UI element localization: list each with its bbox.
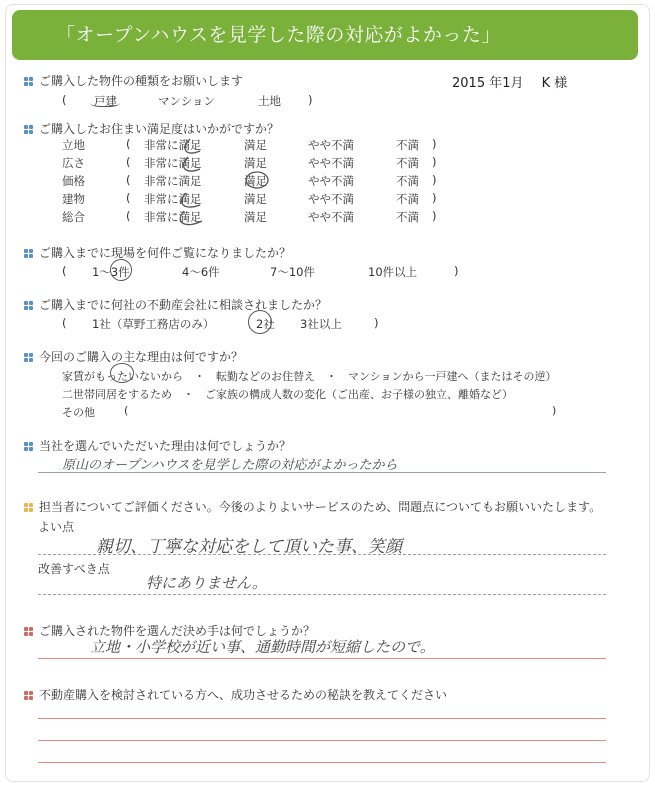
handwritten-circle-agencies bbox=[248, 310, 272, 334]
bullet-icon bbox=[24, 125, 36, 135]
satisfaction-row: 価格 ( 非常に満足 満足 やや不満 不満 ) bbox=[62, 173, 437, 188]
option-2-companies: 2社 bbox=[256, 317, 275, 331]
bullet-icon bbox=[24, 77, 36, 87]
question-satisfaction: ご購入したお住まい満足度はいかがですか？ bbox=[24, 120, 279, 137]
option-house: 戸建 bbox=[94, 94, 117, 108]
question-reason: 今回のご購入の主な理由は何ですか？ bbox=[24, 348, 243, 365]
answer-line bbox=[38, 718, 606, 719]
answer-line bbox=[38, 658, 606, 659]
answer-good-points: 親切、丁寧な対応をして頂いた事、笑顔 bbox=[96, 537, 402, 557]
satisfaction-row: 広さ ( 非常に満足 満足 やや不満 不満 ) bbox=[62, 155, 437, 170]
bullet-icon bbox=[24, 249, 36, 259]
handwritten-mark-house bbox=[90, 97, 120, 107]
answer-line bbox=[38, 594, 606, 595]
bullet-icon bbox=[24, 691, 36, 701]
option-1-company: 1社（草野工務店のみ） bbox=[92, 317, 215, 331]
option-4-6: 4～6件 bbox=[182, 265, 220, 279]
answer-improve-points: 特にありません。 bbox=[146, 574, 267, 592]
option-7-10: 7～10件 bbox=[270, 265, 315, 279]
satisfaction-row: 立地 ( 非常に満足 満足 やや不満 不満 ) bbox=[62, 137, 437, 152]
reason-options-line1: 家賃がもったいないから ・ 転勤などのお住替え ・ マンションから一戸建へ（またはその逆） bbox=[62, 370, 557, 383]
handwritten-satisfaction-checks bbox=[150, 135, 270, 230]
option-10plus: 10件以上 bbox=[368, 265, 418, 279]
handwritten-circle-reason bbox=[110, 363, 134, 383]
reason-options-line2: 二世帯同居をするため ・ ご家族の構成人数の変化（ご出産、お子様の独立、離婚など） bbox=[62, 388, 513, 401]
customer-name: K 様 bbox=[541, 76, 568, 91]
answer-line bbox=[38, 740, 606, 741]
bullet-icon bbox=[24, 353, 36, 363]
satisfaction-row: 総合 ( 非常に満足 満足 やや不満 不満 ) bbox=[62, 209, 437, 224]
option-1-3: 1～3件 bbox=[92, 265, 130, 279]
survey-date: 2015 年1月 bbox=[452, 76, 524, 91]
survey-meta bbox=[452, 72, 581, 91]
answer-line bbox=[38, 762, 606, 763]
answer-line bbox=[38, 554, 606, 555]
option-mansion: マンション bbox=[158, 94, 215, 108]
bullet-icon bbox=[24, 442, 36, 452]
question-staff-evaluation: 担当者についてご評価ください。今後のよりよいサービスのため、問題点についてもお願いいたします。 bbox=[24, 498, 601, 515]
improve-points-label: 改善すべき点 bbox=[38, 562, 110, 576]
bullet-icon bbox=[24, 503, 36, 513]
answer-deciding-factor: 立地・小学校が近い事、通勤時間が短縮したので。 bbox=[90, 638, 435, 656]
satisfaction-row: 建物 ( 非常に満足 満足 やや不満 不満 ) bbox=[62, 191, 437, 206]
question-advice: 不動産購入を検討されている方へ、成功させるための秘訣を教えてください bbox=[24, 686, 447, 703]
question-agencies: ご購入までに何社の不動産会社に相談されましたか？ bbox=[24, 296, 327, 313]
option-3plus: 3社以上 bbox=[300, 317, 342, 331]
good-points-label: よい点 bbox=[38, 520, 75, 534]
answer-why-us: 原山のオープンハウスを見学した際の対応がよかったから bbox=[62, 458, 398, 473]
question-viewings: ご購入までに現場を何件ご覧になりましたか？ bbox=[24, 244, 291, 261]
option-land: 土地 bbox=[258, 94, 281, 108]
question-property-type: ご購入した物件の種類をお願いします bbox=[24, 72, 243, 89]
handwritten-circle-viewings bbox=[110, 259, 132, 281]
bullet-icon bbox=[24, 301, 36, 311]
question-why-us: 当社を選んでいただいた理由は何でしょうか？ bbox=[24, 437, 291, 454]
page-title: 「オープンハウスを見学した際の対応がよかった」 bbox=[12, 10, 638, 60]
question-deciding-factor: ご購入された物件を選んだ決め手は何でしょうか？ bbox=[24, 622, 315, 639]
answer-line bbox=[38, 472, 606, 473]
bullet-icon bbox=[24, 627, 36, 637]
